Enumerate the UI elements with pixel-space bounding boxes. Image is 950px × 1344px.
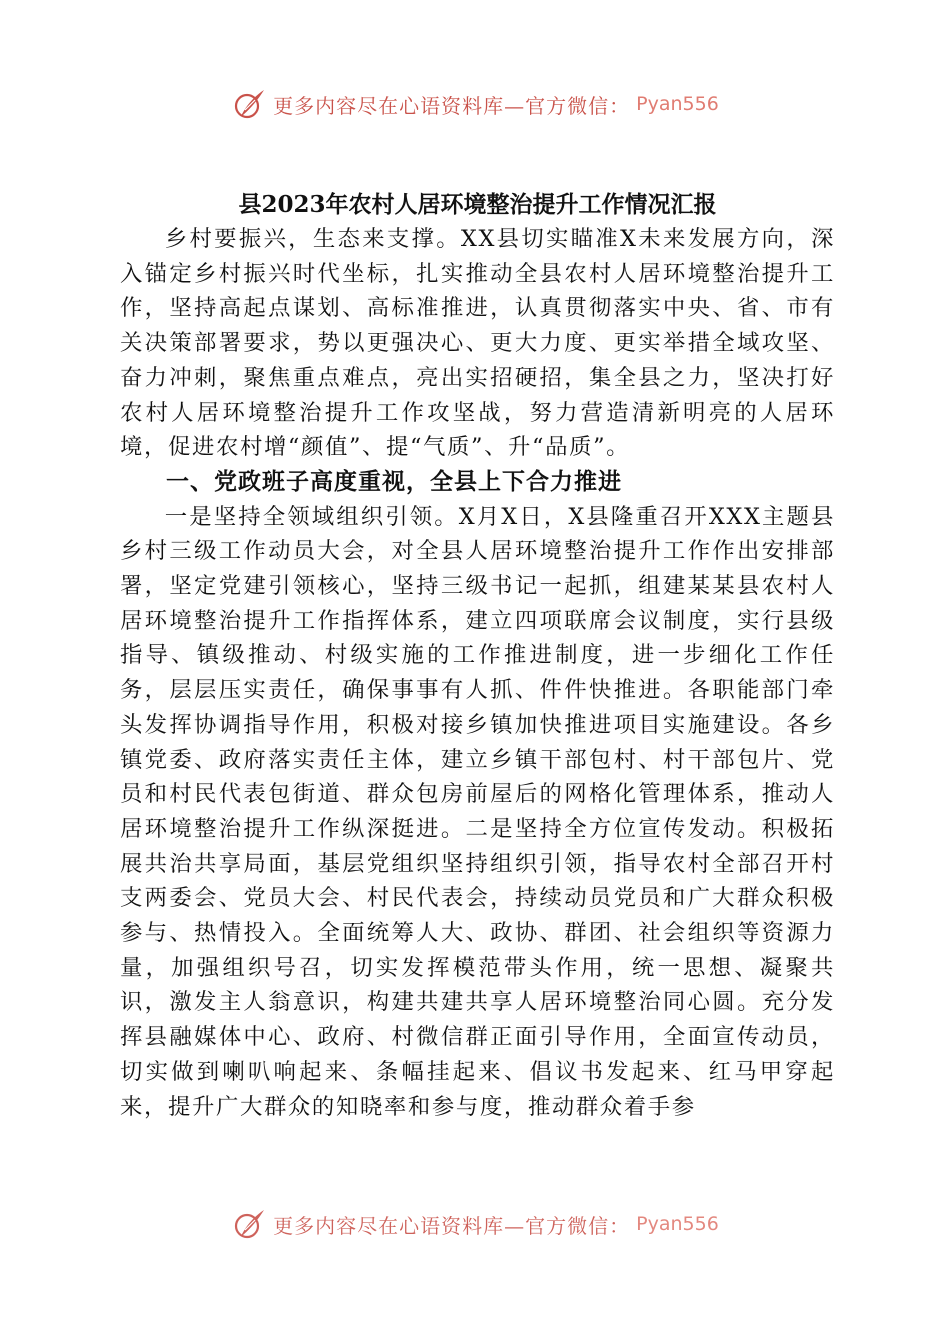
- section-1-paragraph: 一是坚持全领域组织引领。X月X日，X县隆重召开XXX主题县乡村三级工作动员大会，对全县人居环境整治提升工作作出安排部署，坚定党建引领核心，坚持三级书记一起抓，组建某某县农村人居环境整治提升工作指挥体系，建立四项联席会议制度，实行县级指导、镇级推动、村级实施的工作推进制度，进一步细化工作任务，层层压实责任，确保事事有人抓、件件快推进。各职能部门牵头发挥协调指导作用，积极对接乡镇加快推进项目实施建设。各乡镇党委、政府落实责任主体，建立乡镇干部包村、村干部包片、党员和村民代表包街道、群众包房前屋后的网格化管理体系，推动人居环境整治提升工作纵深挺进。二是坚持全方位宣传发动。积极拓展共治共享局面，基层党组织坚持组织引领，指导农村全部召开村支两委会、党员大会、村民代表会，持续动员党员和广大群众积极参与、热情投入。全面统筹人大、政协、群团、社会组织等资源力量，加强组织号召，切实发挥模范带头作用，统一思想、凝聚共识，激发主人翁意识，构建共建共享人居环境整治同心圆。充分发挥县融媒体中心、政府、村微信群正面引导作用，全面宣传动员，切实做到喇叭响起来、条幅挂起来、倡议书发起来、红马甲穿起来，提升广大群众的知晓率和参与度，推动群众着手参: [120, 503, 835, 1120]
- watermark-footer: [0, 1202, 950, 1246]
- watermark-text: 更多内容尽在心语资料库—官方微信：: [273, 93, 631, 118]
- watermark-wechat-id: Pyan556: [636, 93, 719, 115]
- feather-pen-logo-icon: [231, 1206, 267, 1242]
- intro-paragraph: 乡村要振兴，生态来支撑。XX县切实瞄准X未来发展方向，深入锚定乡村振兴时代坐标，扎实推动全县农村人居环境整治提升工作，坚持高起点谋划、高标准推进，认真贯彻落实中央、省、市有关决策部署要求，势以更强决心、更大力度、更实举措全域攻坚、奋力冲刺，聚焦重点难点，亮出实招硬招，集全县之力，坚决打好农村人居环境整治提升工作攻坚战，努力营造清新明亮的人居环境，促进农村增“颜值”、提“气质”、升“品质”。: [120, 226, 835, 461]
- watermark-header: [0, 82, 950, 126]
- watermark-text: 更多内容尽在心语资料库—官方微信：: [273, 1213, 631, 1238]
- watermark-wechat-id: Pyan556: [636, 1213, 719, 1235]
- section-1-heading: 一、党政班子高度重视，全县上下合力推进: [166, 467, 622, 495]
- document-title: 县2023年农村人居环境整治提升工作情况汇报: [238, 191, 717, 218]
- document-body: [120, 188, 835, 1124]
- feather-pen-logo-icon: [231, 86, 267, 122]
